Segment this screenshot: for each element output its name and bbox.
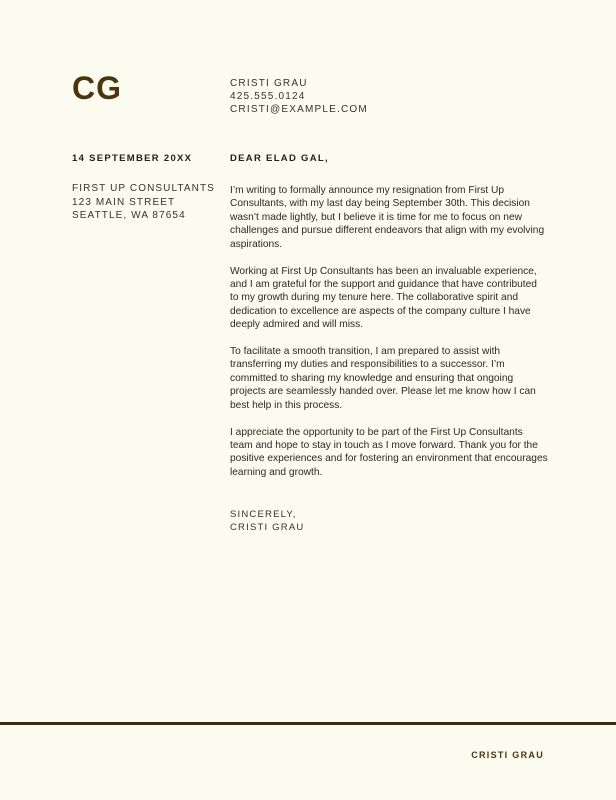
letter-body [230, 184, 548, 493]
paragraph: Working at First Up Consultants has been an invaluable experience, and I am grateful for the support and guidance that have contributed to my growth during my tenure here. The collaborative spirit and dedication to excellence are aspects of the company culture I have deeply admired and will miss. [230, 265, 537, 331]
paragraph: I appreciate the opportunity to be part of the First Up Consultants team and hope to stay in touch as I move forward. Thank you for the positive experiences and for fostering an environment that encourages learning and growth. [230, 426, 548, 478]
salutation: DEAR ELAD GAL, [230, 153, 329, 164]
signature: CRISTI GRAU [230, 522, 305, 533]
sender-phone: 425.555.0124 [230, 91, 306, 102]
letter-date: 14 SEPTEMBER 20XX [72, 153, 193, 164]
recipient-company: FIRST UP CONSULTANTS [72, 183, 215, 194]
contact-block [230, 77, 368, 116]
monogram: CG [72, 70, 122, 106]
recipient-address [72, 182, 215, 223]
sender-email: CRISTI@EXAMPLE.COM [230, 104, 368, 115]
footer-divider [0, 722, 616, 725]
paragraph: I’m writing to formally announce my resignation from First Up Consultants, with my last day being September 30th. This decision wasn’t made lightly, but I believe it is time for me to focus on new challenges and pursue different endeavors that align with my evolving aspirations. [230, 185, 545, 250]
sender-name: CRISTI GRAU [230, 78, 308, 89]
recipient-city: SEATTLE, WA 87654 [72, 210, 186, 221]
footer-name: CRISTI GRAU [471, 750, 544, 760]
closing-block [230, 508, 304, 534]
recipient-street: 123 MAIN STREET [72, 196, 176, 208]
closing: SINCERELY, [230, 509, 297, 520]
paragraph: To facilitate a smooth transition, I am prepared to assist with transferring my duties and responsibilities to a successor. I’m committed to sharing my knowledge and ensuring that ongoing projects are seamlessly handed over. Please let me know how I can best help in this process. [230, 346, 536, 411]
